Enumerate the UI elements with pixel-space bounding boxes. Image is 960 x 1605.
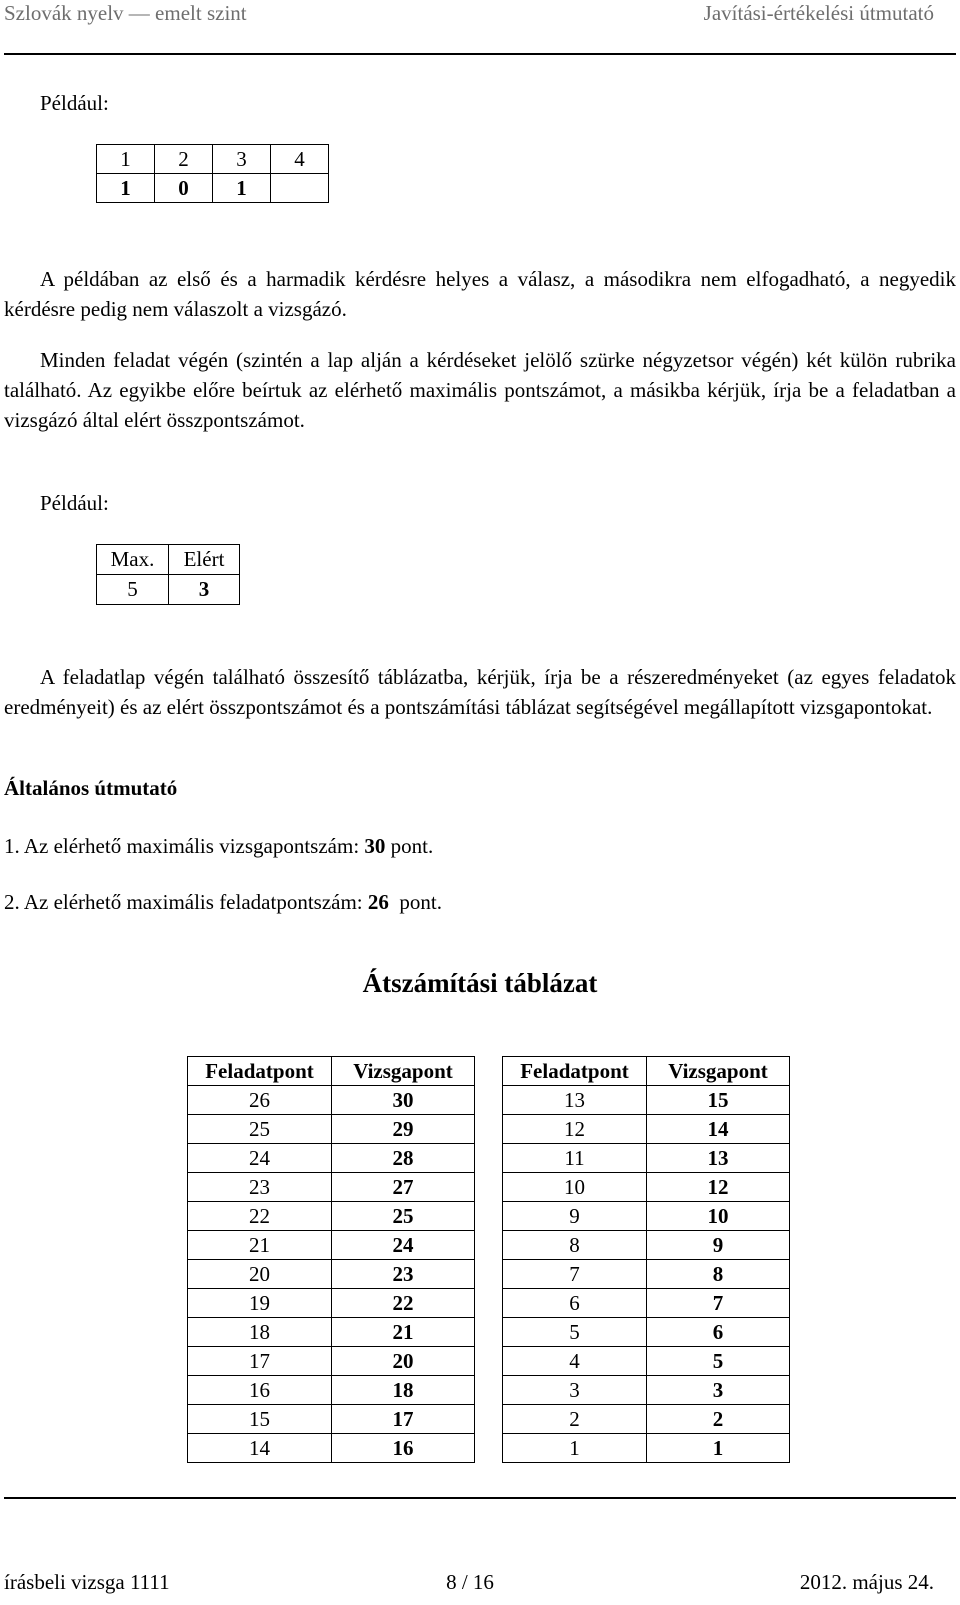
task-points: 5 [503, 1318, 647, 1347]
conversion-row [188, 1231, 790, 1260]
item2-unit: pont. [388, 890, 442, 914]
exam-points: 22 [332, 1289, 475, 1318]
conversion-row [188, 1376, 790, 1405]
task-points: 23 [188, 1173, 332, 1202]
conversion-row [188, 1202, 790, 1231]
conversion-row [188, 1318, 790, 1347]
item1-unit: pont. [385, 834, 434, 858]
task-points: 10 [503, 1173, 647, 1202]
exam-points: 21 [332, 1318, 475, 1347]
question-number: 1 [97, 145, 155, 174]
task-points: 7 [503, 1260, 647, 1289]
item1-value: 30 [364, 834, 386, 858]
footer-page-number: 8 / 16 [446, 1570, 494, 1594]
exam-points: 24 [332, 1231, 475, 1260]
answer-score: 1 [213, 174, 271, 203]
task-points: 13 [503, 1086, 647, 1115]
column-gap [475, 1173, 503, 1202]
task-points: 14 [188, 1434, 332, 1463]
question-number: 4 [271, 145, 329, 174]
task-points: 1 [503, 1434, 647, 1463]
exam-points: 12 [647, 1173, 790, 1202]
exam-points: 18 [332, 1376, 475, 1405]
exam-points: 20 [332, 1347, 475, 1376]
task-points: 3 [503, 1376, 647, 1405]
exam-points: 27 [332, 1173, 475, 1202]
exam-points: 2 [647, 1405, 790, 1434]
conversion-table [187, 1056, 790, 1463]
paragraph-summary-table: A feladatlap végén található összesítő táblázatba, kérjük, írja be a részeredményeket (az egyes feladatok eredményeit) és az elért összpontszámot és a pontszámítási táblázat segítségével megállapított vizsgapontokat. [4, 665, 956, 719]
exam-points: 28 [332, 1144, 475, 1173]
exam-points: 1 [647, 1434, 790, 1463]
task-points: 25 [188, 1115, 332, 1144]
task-points-header: Feladatpont [188, 1057, 332, 1086]
conversion-row [188, 1260, 790, 1289]
task-points-header: Feladatpont [503, 1057, 647, 1086]
answer-score [271, 174, 329, 203]
max-header: Max. [97, 545, 169, 575]
exam-points: 9 [647, 1231, 790, 1260]
footer-rule [4, 1497, 956, 1499]
score-header-row [97, 545, 240, 575]
exam-points: 17 [332, 1405, 475, 1434]
example2-label: Például: [40, 491, 109, 515]
answer-score-row [97, 174, 329, 203]
column-gap [475, 1086, 503, 1115]
paragraph-rubric-explanation: Minden feladat végén (szintén a lap alján a kérdéseket jelölő szürke négyzetsor végén) két külön rubrika található. Az egyikbe előre beírtuk az elérhető maximális pontszámot, a másikba kérjük, írja be a feladatban a vizsgázó által elért összpontszámot. [4, 348, 956, 432]
task-points: 15 [188, 1405, 332, 1434]
task-points: 24 [188, 1144, 332, 1173]
task-points: 11 [503, 1144, 647, 1173]
task-points: 17 [188, 1347, 332, 1376]
achieved-value: 3 [169, 575, 240, 605]
column-gap [475, 1318, 503, 1347]
conversion-row [188, 1405, 790, 1434]
footer-date: 2012. május 24. [799, 1570, 934, 1594]
conversion-row [188, 1173, 790, 1202]
task-points: 12 [503, 1115, 647, 1144]
question-number: 3 [213, 145, 271, 174]
exam-points: 8 [647, 1260, 790, 1289]
column-gap [475, 1057, 503, 1086]
task-points: 4 [503, 1347, 647, 1376]
exam-points: 23 [332, 1260, 475, 1289]
exam-points: 5 [647, 1347, 790, 1376]
column-gap [475, 1434, 503, 1463]
exam-points: 10 [647, 1202, 790, 1231]
conversion-header-row [188, 1057, 790, 1086]
task-points: 2 [503, 1405, 647, 1434]
exam-points: 3 [647, 1376, 790, 1405]
item2-value: 26 [367, 890, 389, 914]
task-points: 16 [188, 1376, 332, 1405]
column-gap [475, 1405, 503, 1434]
column-gap [475, 1202, 503, 1231]
exam-points: 14 [647, 1115, 790, 1144]
answer-score: 1 [97, 174, 155, 203]
achieved-header: Elért [169, 545, 240, 575]
conversion-row [188, 1347, 790, 1376]
general-item-2 [4, 887, 442, 917]
conversion-row [188, 1289, 790, 1318]
exam-points: 30 [332, 1086, 475, 1115]
task-points: 9 [503, 1202, 647, 1231]
item1-text: 1. Az elérhető maximális vizsgapontszám: [4, 834, 365, 858]
exam-points: 25 [332, 1202, 475, 1231]
answer-question-row [97, 145, 329, 174]
task-points: 22 [188, 1202, 332, 1231]
exam-points-header: Vizsgapont [647, 1057, 790, 1086]
task-points: 26 [188, 1086, 332, 1115]
footer-exam-code: írásbeli vizsga 1111 [4, 1570, 170, 1594]
exam-points: 16 [332, 1434, 475, 1463]
task-points: 20 [188, 1260, 332, 1289]
task-points: 19 [188, 1289, 332, 1318]
conversion-row [188, 1115, 790, 1144]
column-gap [475, 1347, 503, 1376]
column-gap [475, 1144, 503, 1173]
exam-points: 6 [647, 1318, 790, 1347]
answer-example-table [96, 144, 329, 203]
general-guide-heading: Általános útmutató [4, 776, 178, 800]
paragraph-example-explanation: A példában az első és a harmadik kérdésre helyes a válasz, a másodikra nem elfogadható, a negyedik kérdésre pedig nem válaszolt a vizsgázó. [4, 267, 956, 321]
item2-text: 2. Az elérhető maximális feladatpontszám: [4, 890, 368, 914]
general-item-1 [4, 831, 433, 861]
exam-points: 7 [647, 1289, 790, 1318]
example1-label: Például: [40, 91, 109, 115]
score-example-table [96, 544, 240, 605]
column-gap [475, 1231, 503, 1260]
column-gap [475, 1115, 503, 1144]
conversion-title: Átszámítási táblázat [362, 968, 598, 998]
conversion-row [188, 1434, 790, 1463]
conversion-row [188, 1144, 790, 1173]
column-gap [475, 1289, 503, 1318]
header-subject: Szlovák nyelv — emelt szint [4, 1, 247, 25]
column-gap [475, 1376, 503, 1405]
question-number: 2 [155, 145, 213, 174]
conversion-row [188, 1086, 790, 1115]
header-rule [4, 53, 956, 55]
exam-points-header: Vizsgapont [332, 1057, 475, 1086]
exam-points: 29 [332, 1115, 475, 1144]
answer-score: 0 [155, 174, 213, 203]
column-gap [475, 1260, 503, 1289]
score-value-row [97, 575, 240, 605]
task-points: 6 [503, 1289, 647, 1318]
header-doc-type: Javítási-értékelési útmutató [703, 1, 934, 25]
max-value: 5 [97, 575, 169, 605]
task-points: 21 [188, 1231, 332, 1260]
exam-points: 15 [647, 1086, 790, 1115]
task-points: 8 [503, 1231, 647, 1260]
exam-points: 13 [647, 1144, 790, 1173]
task-points: 18 [188, 1318, 332, 1347]
